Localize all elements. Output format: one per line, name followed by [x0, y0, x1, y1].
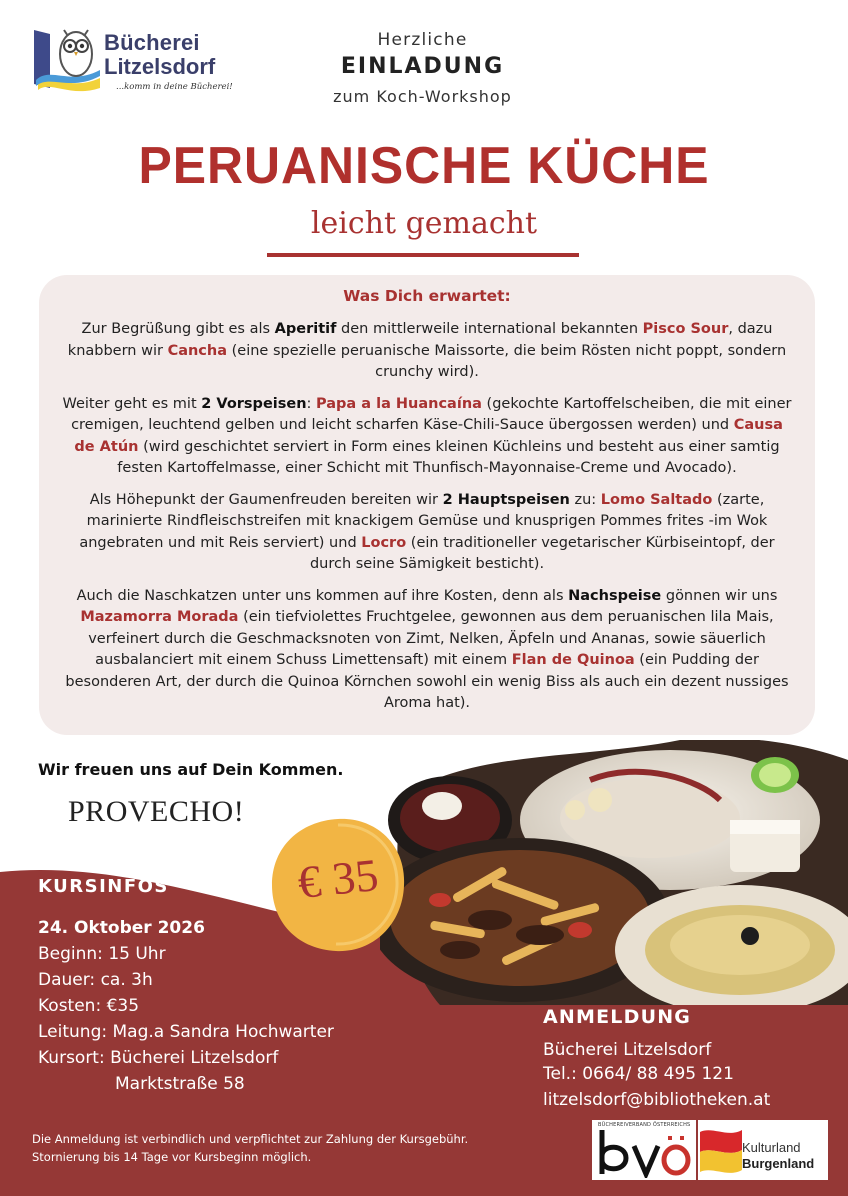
header-workshop: zum Koch-Workshop — [333, 87, 512, 106]
paragraph-aperitif — [61, 319, 793, 384]
paragraph-dessert — [61, 586, 793, 715]
bold-term: 2 Vorspeisen — [201, 395, 307, 412]
dish-name: Mazamorra Morada — [80, 609, 239, 625]
text: (eine spezielle peruanische Maissorte, die beim Rösten nicht poppt, sondern crunchy wird). — [227, 342, 787, 380]
panel-heading: Was Dich erwartet: — [343, 287, 511, 305]
text: den mittlerweile international bekannten — [336, 321, 643, 337]
price-label: € 35 — [295, 848, 381, 909]
logo-name-line2: Litzelsdorf — [104, 54, 216, 79]
dish-name: Locro — [361, 534, 407, 551]
page-subtitle: leicht gemacht — [310, 206, 538, 241]
dish-name: Flan de Quinoa — [511, 652, 635, 668]
food-photo-collage — [380, 740, 848, 1005]
registration-phone: Tel.: 0664/ 88 495 121 — [543, 1064, 734, 1084]
text: : — [306, 395, 317, 412]
course-location: Kursort: Bücherei Litzelsdorf — [38, 1048, 279, 1068]
text: (ein Pudding der besonderen Art, der durch die Quinoa Körnchen sowohl ein wenig Biss als auch ein dezent nussiges Aroma hat). — [65, 652, 789, 711]
text: gönnen wir uns — [661, 587, 778, 604]
burgenland-text: Burgenland — [742, 1156, 815, 1171]
logo-name-line1: Bücherei — [104, 30, 200, 55]
dish-name: Lomo Saltado — [600, 491, 713, 508]
welcome-line: Wir freuen uns auf Dein Kommen. — [38, 760, 344, 779]
kulturland-burgenland-logo — [698, 1120, 828, 1180]
page-title: PERUANISCHE KÜCHE — [138, 137, 710, 195]
registration-email: litzelsdorf@bibliotheken.at — [543, 1090, 771, 1110]
course-start: Beginn: 15 Uhr — [38, 944, 166, 964]
course-duration: Dauer: ca. 3h — [38, 970, 153, 990]
dish-name: Causa de Atún — [74, 417, 783, 455]
footnote-line1: Die Anmeldung ist verbindlich und verpflichtet zur Zahlung der Kursgebühr. — [32, 1132, 469, 1146]
course-cost: Kosten: €35 — [38, 996, 140, 1016]
text: Auch die Naschkatzen unter uns kommen auf ihre Kosten, denn als — [76, 587, 569, 604]
dish-name: Pisco Sour — [642, 321, 729, 337]
header-invitation: EINLADUNG — [340, 54, 505, 79]
registration-library: Bücherei Litzelsdorf — [543, 1040, 712, 1060]
text: Als Höhepunkt der Gaumenfreuden bereiten wir — [89, 491, 443, 508]
paragraph-mains — [61, 490, 793, 576]
menu-description-panel — [39, 275, 815, 735]
bold-term: Nachspeise — [568, 587, 662, 604]
dish-name: Papa a la Huancaína — [316, 395, 482, 412]
text: (wird geschichtet serviert in Form eines kleinen Küchleins und besteht aus einer samtig festen Kartoffelmasse, einer Schicht mit Thunfisch-Mayonnaise-Creme und Avocado). — [117, 438, 780, 476]
course-info-heading: KURSINFOS — [38, 876, 169, 897]
library-logo — [30, 20, 250, 100]
text: (zarte, marinierte Rindfleischstreifen mit knackigem Gemüse und knusprigen Pommes frites -im Wok angebraten und mit Reis serviert) und — [79, 491, 768, 551]
bvo-wordmark-icon — [596, 1126, 692, 1178]
provecho-text: PROVECHO! — [68, 795, 245, 828]
kulturland-text: Kulturland — [742, 1140, 801, 1155]
registration-heading: ANMELDUNG — [543, 1006, 692, 1028]
text: (ein tiefviolettes Fruchtgelee, gewonnen aus dem peruanischen lila Mais, verfeinert durch die Geschmacksnoten von Zimt, Nelken, Äpfeln und Ananas, sowie säuerlich ausbalanciert mit einem Schuss Limettensaft) mit einem — [88, 609, 774, 668]
bvo-logo — [592, 1120, 696, 1180]
header-greeting: Herzliche — [377, 30, 468, 50]
title-divider — [267, 253, 579, 257]
owl-book-icon — [30, 22, 102, 94]
text: (ein traditioneller vegetarischer Kürbiseintopf, der durch seine Sämigkeit besticht). — [309, 534, 775, 572]
dish-name: Cancha — [167, 342, 228, 359]
text: (gekochte Kartoffelscheiben, die mit einer cremigen, leuchtend gelben und leicht scharfen Käse-Chili-Sauce übergossen werden) und — [71, 395, 792, 433]
course-leader: Leitung: Mag.a Sandra Hochwarter — [38, 1022, 334, 1042]
bold-term: Aperitif — [274, 321, 337, 337]
course-address: Marktstraße 58 — [115, 1074, 245, 1094]
text: Weiter geht es mit — [62, 395, 202, 412]
paragraph-starters — [61, 394, 793, 480]
footnote-line2: Stornierung bis 14 Tage vor Kursbeginn möglich. — [32, 1150, 312, 1164]
course-date: 24. Oktober 2026 — [38, 918, 205, 938]
text: zu: — [569, 491, 601, 508]
bvo-caption: BÜCHEREIVERBAND ÖSTERREICHS — [598, 1122, 691, 1128]
text: Zur Begrüßung gibt es als — [81, 321, 275, 337]
logo-tagline: ...komm in deine Bücherei! — [116, 82, 233, 92]
burgenland-flag-icon — [698, 1124, 744, 1176]
bold-term: 2 Hauptspeisen — [442, 491, 570, 508]
text: , dazu knabbern wir — [67, 321, 773, 359]
